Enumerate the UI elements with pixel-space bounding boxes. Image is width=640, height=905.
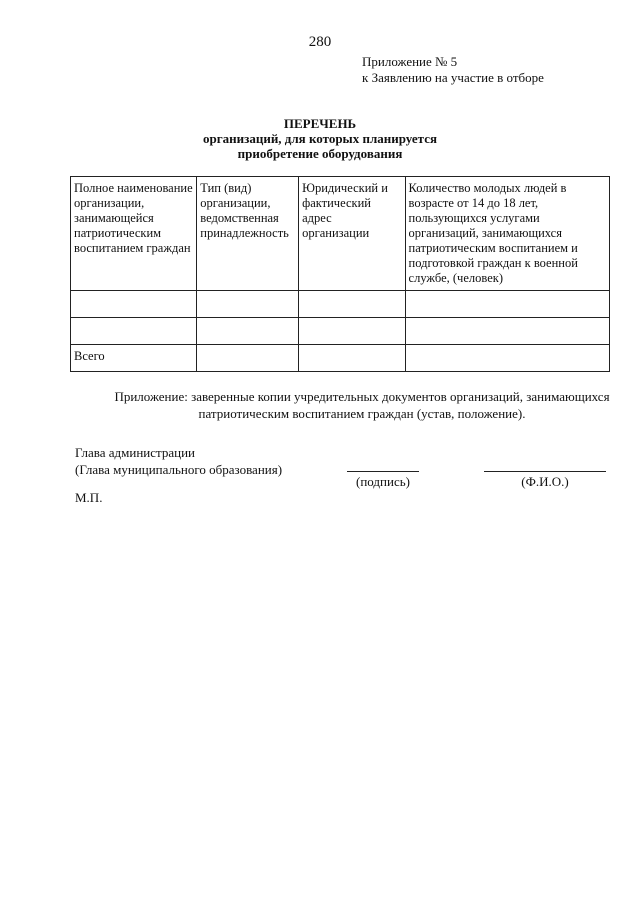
document-title xyxy=(0,116,640,161)
table-cell xyxy=(299,345,405,372)
signatory-line-2: (Глава муниципального образования) xyxy=(75,462,283,477)
title-heading: ПЕРЕЧЕНЬ xyxy=(283,116,357,131)
header-organization-address: Юридический и фактический адрес организации xyxy=(299,177,405,291)
appendix-reference xyxy=(362,54,544,86)
table-row xyxy=(71,291,610,318)
signature-caption: (подпись) xyxy=(356,474,410,489)
stamp-placeholder: М.П. xyxy=(75,490,103,505)
attachments-line-1: Приложение: заверенные копии учредительных документов организаций, занимающихся xyxy=(114,389,610,404)
table-row xyxy=(71,318,610,345)
table-cell xyxy=(71,291,197,318)
table-cell xyxy=(299,291,405,318)
name-line xyxy=(484,471,606,472)
title-line-2: приобретение оборудования xyxy=(237,146,403,161)
table-cell xyxy=(71,318,197,345)
table-total-row xyxy=(71,345,610,372)
page-number: 280 xyxy=(308,34,332,50)
signatory-line-1: Глава администрации xyxy=(75,445,196,460)
signatory-title xyxy=(75,444,282,478)
total-label: Всего xyxy=(71,345,197,372)
table-cell xyxy=(197,291,299,318)
title-line-1: организаций, для которых планируется xyxy=(203,131,437,146)
table-header-row xyxy=(71,177,610,291)
attachments-note xyxy=(112,388,612,422)
header-organization-type: Тип (вид) организации, ведомственная принадлежность xyxy=(197,177,299,291)
table-cell xyxy=(405,345,609,372)
table-cell xyxy=(299,318,405,345)
organizations-table xyxy=(70,176,610,372)
table-cell xyxy=(197,318,299,345)
appendix-number: Приложение № 5 xyxy=(362,54,458,69)
table-cell xyxy=(405,291,609,318)
table-cell xyxy=(405,318,609,345)
header-organization-name: Полное наименование организации, занимающейся патриотическим воспитанием граждан xyxy=(71,177,197,291)
header-youth-count: Количество молодых людей в возрасте от 14 до 18 лет, пользующихся услугами организаций, занимающихся патриотическим воспитанием и подготовкой граждан к военной службе, (человек) xyxy=(405,177,609,291)
table-cell xyxy=(197,345,299,372)
appendix-subject: к Заявлению на участие в отборе xyxy=(362,70,544,85)
attachments-line-2: патриотическим воспитанием граждан (устав, положение). xyxy=(198,406,526,421)
name-caption: (Ф.И.О.) xyxy=(521,474,569,489)
signature-line xyxy=(347,471,419,472)
